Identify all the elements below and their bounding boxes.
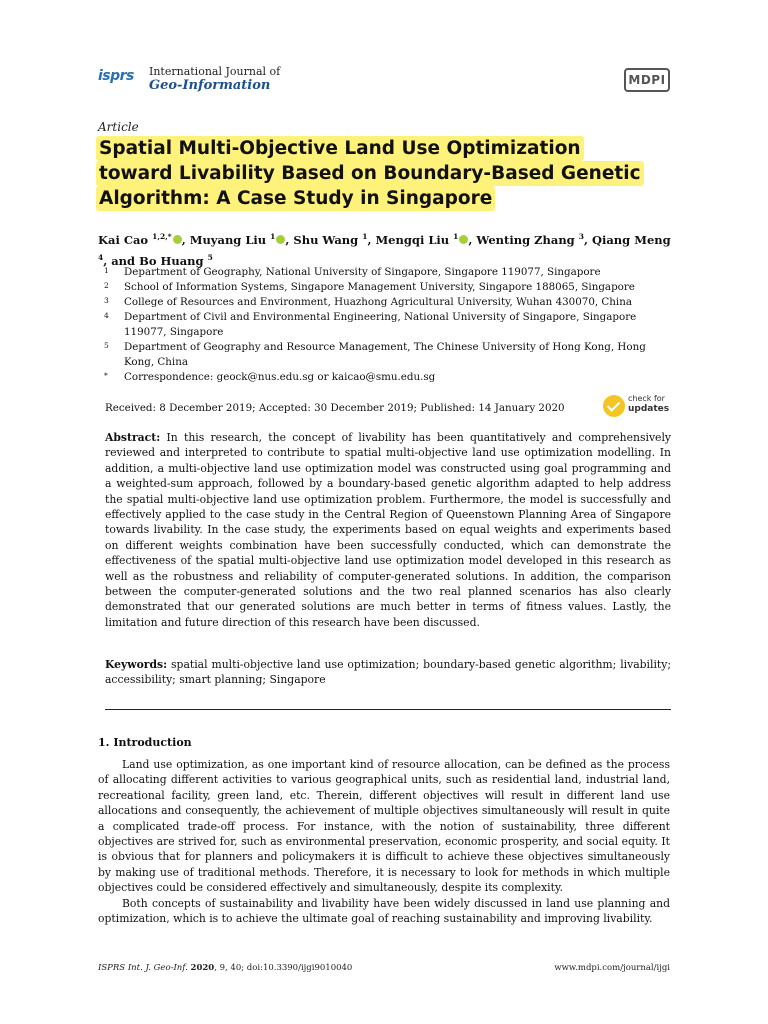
article-type: Article	[98, 120, 139, 134]
title-line: toward Livability Based on Boundary-Based Genetic	[96, 161, 644, 186]
affiliation-item	[104, 280, 664, 295]
affiliation-text: College of Resources and Environment, Huazhong Agricultural University, Wuhan 430070, China	[124, 296, 633, 308]
author-affiliation-mark: 5	[207, 252, 213, 262]
affiliation-text: Department of Civil and Environmental Engineering, National University of Singapore, Singapore 119077, Singapore	[124, 311, 637, 338]
author-name: Bo Huang	[139, 253, 208, 268]
abstract-label: Abstract:	[105, 431, 161, 444]
author-list: Kai Cao $^{1,2,*}$ , Muyang Liu $^1$ , Shu Wang $^1$, Mengqi Liu $^1$ , Wenting Zhang $^3$, Qiang Meng $^4$, and Bo Huang $^5$	[98, 232, 671, 268]
affiliation-number: 4	[104, 311, 109, 320]
abstract	[105, 430, 671, 630]
affiliation-number: 1	[104, 266, 109, 275]
author-name: Muyang Liu	[189, 232, 271, 247]
check-mark-icon	[603, 395, 625, 417]
affiliation-item	[104, 370, 664, 385]
affiliation-text: Department of Geography, National University of Singapore, Singapore 119077, Singapore	[124, 266, 601, 278]
section-heading: 1. Introduction	[98, 736, 192, 749]
keywords	[105, 657, 671, 688]
section-divider	[105, 709, 671, 710]
title-line: Spatial Multi-Objective Land Use Optimization	[96, 136, 584, 161]
author-affiliation-mark: 3	[578, 232, 584, 241]
mdpi-logo: MDPI	[624, 68, 670, 92]
affiliation-item	[104, 265, 664, 280]
author-name: Qiang Meng	[591, 232, 671, 247]
author-affiliation-mark: 4	[98, 252, 104, 262]
orcid-icon[interactable]	[173, 235, 182, 244]
keywords-label: Keywords:	[105, 658, 168, 671]
keywords-text: spatial multi-objective land use optimization; boundary-based genetic algorithm; livability; accessibility; smart planning; Singapore	[105, 658, 671, 687]
abstract-text: In this research, the concept of livability has been quantitatively and comprehensively reviewed and interpreted to contribute to spatial multi-objective land use optimization modelling. In addition, a multi-objective land use optimization model was constructed using goal programming and a weighted-sum approach, followed by a boundary-based genetic algorithm adapted to help address the spatial multi-objective land use optimization problem. Furthermore, the model is successfully and effectively applied to the case study in the Central Region of Queenstown Planning Area of Singapore towards livability. In the case study, the experiments based on equal weights and experiments based on different weights combination have been successfully conducted, which can demonstrate the effectiveness of the spatial multi-objective land use optimization model developed in this research as well as the robustness and reliability of computer-generated solutions. In addition, the comparison between the computer-generated solutions and the two real planned scenarios has also clearly demonstrated that our generated solutions are much better in terms of fitness values. Lastly, the limitation and future direction of this research have been discussed.	[105, 431, 671, 629]
paragraph: Both concepts of sustainability and livability have been widely discussed in land use planning and optimization, which is to achieve the ultimate goal of reaching sustainability and improving livability.	[98, 896, 670, 926]
check-updates-text: check for updates	[628, 394, 670, 414]
journal-header	[98, 62, 670, 102]
author-name: Kai Cao	[98, 232, 153, 247]
orcid-icon[interactable]	[276, 235, 285, 244]
affiliation-text: Correspondence: geock@nus.edu.sg or kaicao@smu.edu.sg	[124, 371, 436, 383]
journal-line-1: International Journal of	[149, 65, 281, 78]
footer-citation: ISPRS Int. J. Geo-Inf. 2020, 9, 40; doi:10.3390/ijgi9010040	[98, 963, 353, 973]
author-affiliation-mark: 1	[362, 232, 368, 241]
author-name: Mengqi Liu	[375, 232, 454, 247]
author-affiliation-mark: 1	[453, 232, 459, 241]
affiliation-text: Department of Geography and Resource Management, The Chinese University of Hong Kong, Hong Kong, China	[124, 341, 646, 368]
publication-dates: Received: 8 December 2019; Accepted: 30 December 2019; Published: 14 January 2020	[105, 402, 565, 414]
affiliation-text: School of Information Systems, Singapore Management University, Singapore 188065, Singapore	[124, 281, 635, 293]
orcid-icon[interactable]	[459, 235, 468, 244]
footer-journal-url[interactable]: www.mdpi.com/journal/ijgi	[554, 963, 670, 973]
isprs-logo: isprs	[98, 68, 134, 84]
paper-title	[96, 136, 686, 211]
affiliation-item	[104, 310, 664, 340]
affiliation-number: *	[104, 371, 108, 380]
author-name: Wenting Zhang	[476, 232, 579, 247]
affiliation-number: 5	[104, 341, 109, 350]
check-for-updates-badge[interactable]	[603, 393, 673, 419]
affiliation-item	[104, 295, 664, 310]
journal-name: Geo-Information	[149, 78, 271, 93]
affiliation-number: 2	[104, 281, 109, 290]
affiliation-item	[104, 340, 664, 370]
introduction-body	[98, 757, 670, 926]
author-joiner: and	[111, 253, 140, 268]
affiliation-number: 3	[104, 296, 109, 305]
author-name: Shu Wang	[293, 232, 363, 247]
author-affiliation-mark: 1,2,*	[152, 232, 172, 241]
affiliation-list	[104, 265, 664, 385]
author-affiliation-mark: 1	[270, 232, 276, 241]
title-line: Algorithm: A Case Study in Singapore	[96, 186, 495, 211]
paragraph: Land use optimization, as one important kind of resource allocation, can be defined as the process of allocating different activities to various geographical units, such as residential land, industrial land, recreational facility, green land, etc. Therein, different objectives will result in different land use allocations and consequently, the achievement of multiple objectives simultaneously will result in quite a complicated trade-off process. For instance, with the notion of sustainability, three different objectives are strived for, such as environmental preservation, economic prosperity, and social equity. It is obvious that for planners and policymakers it is difficult to achieve these objectives simultaneously by making use of traditional methods. Therefore, it is necessary to look for methods in which multiple objectives could be considered effectively and simultaneously, despite its complexity.	[98, 758, 670, 895]
journal-title-block	[149, 65, 280, 93]
